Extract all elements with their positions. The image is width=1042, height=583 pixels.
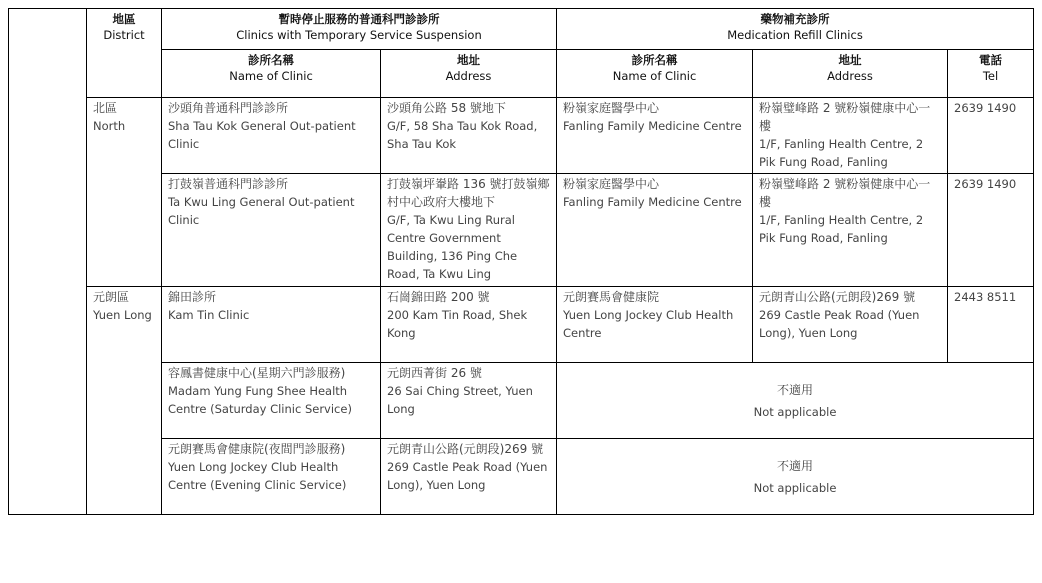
refill-name-cell: 粉嶺家庭醫學中心 Fanling Family Medicine Centre (557, 98, 753, 174)
clinic-address-cell: 元朗西菁街 26 號 26 Sai Ching Street, Yuen Long (381, 363, 557, 439)
refill-address-cell: 元朗青山公路(元朗段)269 號 269 Castle Peak Road (Yuen Long), Yuen Long (753, 287, 948, 363)
not-applicable-cell: 不適用 Not applicable (557, 439, 1034, 515)
clinic-address-cell: 石崗錦田路 200 號 200 Kam Tin Road, Shek Kong (381, 287, 557, 363)
header-suspension-group: 暫時停止服務的普通科門診診所 Clinics with Temporary Service Suspension (162, 9, 557, 50)
refill-address-cell: 粉嶺璧峰路 2 號粉嶺健康中心一樓 1/F, Fanling Health Centre, 2 Pik Fung Road, Fanling (753, 174, 948, 287)
clinic-name-cell: 打鼓嶺普通科門診診所 Ta Kwu Ling General Out-patient Clinic (162, 174, 381, 287)
clinic-address-cell: 打鼓嶺坪輋路 136 號打鼓嶺鄉村中心政府大樓地下 G/F, Ta Kwu Ling Rural Centre Government Building, 136 Ping Che Road, Ta Kwu Ling (381, 174, 557, 287)
table-row (9, 174, 1034, 287)
left-margin-column (9, 9, 87, 515)
clinic-name-cell: 容鳳書健康中心(星期六門診服務) Madam Yung Fung Shee Health Centre (Saturday Clinic Service) (162, 363, 381, 439)
header-row-1 (9, 9, 1034, 50)
clinic-name-cell: 沙頭角普通科門診診所 Sha Tau Kok General Out-patient Clinic (162, 98, 381, 174)
header-row-2 (9, 50, 1034, 98)
clinic-name-cell: 錦田診所 Kam Tin Clinic (162, 287, 381, 363)
tel-cell: 2639 1490 (948, 174, 1034, 287)
header-tel: 電話 Tel (948, 50, 1034, 98)
header-district: 地區 District (87, 9, 162, 98)
clinic-address-cell: 沙頭角公路 58 號地下 G/F, 58 Sha Tau Kok Road, Sha Tau Kok (381, 98, 557, 174)
header-name-suspension: 診所名稱 Name of Clinic (162, 50, 381, 98)
table-row (9, 287, 1034, 363)
header-address-refill: 地址 Address (753, 50, 948, 98)
refill-name-cell: 粉嶺家庭醫學中心 Fanling Family Medicine Centre (557, 174, 753, 287)
refill-name-cell: 元朗賽馬會健康院 Yuen Long Jockey Club Health Centre (557, 287, 753, 363)
table-row (9, 98, 1034, 174)
district-cell-north: 北區 North (87, 98, 162, 287)
clinic-table (8, 8, 1034, 515)
header-name-refill: 診所名稱 Name of Clinic (557, 50, 753, 98)
tel-cell: 2639 1490 (948, 98, 1034, 174)
table-row (9, 439, 1034, 515)
header-refill-group: 藥物補充診所 Medication Refill Clinics (557, 9, 1034, 50)
refill-address-cell: 粉嶺璧峰路 2 號粉嶺健康中心一樓 1/F, Fanling Health Centre, 2 Pik Fung Road, Fanling (753, 98, 948, 174)
tel-cell: 2443 8511 (948, 287, 1034, 363)
clinic-name-cell: 元朗賽馬會健康院(夜間門診服務) Yuen Long Jockey Club Health Centre (Evening Clinic Service) (162, 439, 381, 515)
clinic-address-cell: 元朗青山公路(元朗段)269 號 269 Castle Peak Road (Yuen Long), Yuen Long (381, 439, 557, 515)
table-row (9, 363, 1034, 439)
not-applicable-cell: 不適用 Not applicable (557, 363, 1034, 439)
header-address-suspension: 地址 Address (381, 50, 557, 98)
district-cell-yuen-long: 元朗區 Yuen Long (87, 287, 162, 515)
